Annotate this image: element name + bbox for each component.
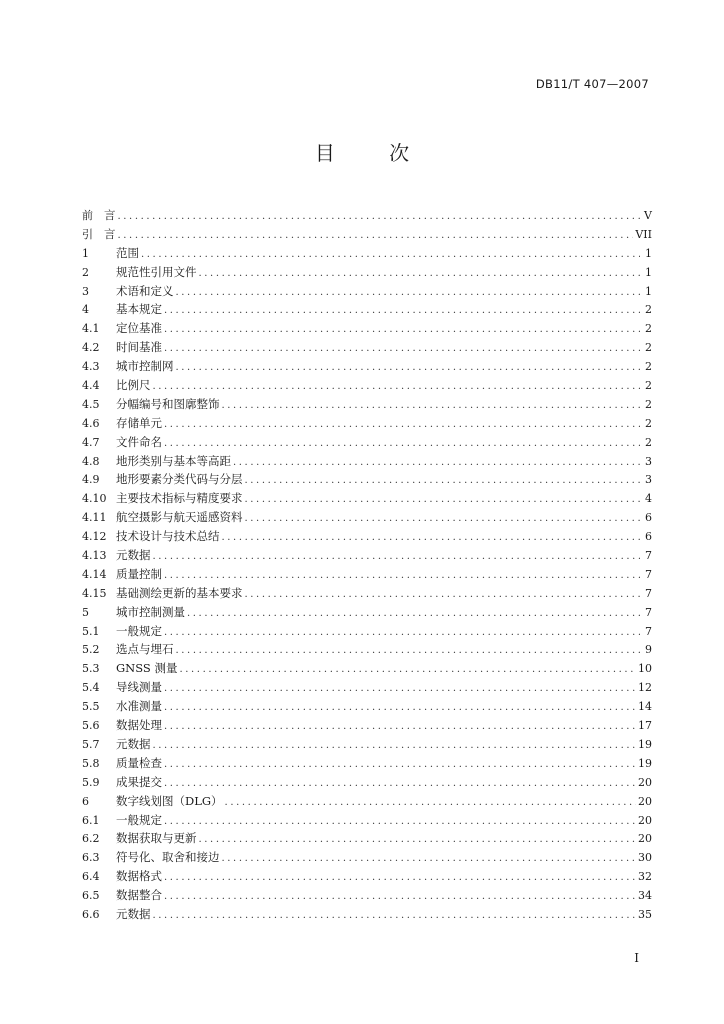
toc-entry-number: 3: [82, 284, 89, 298]
toc-entry-title: 基础测绘更新的基本要求: [116, 585, 243, 600]
toc-entry: [82, 735, 652, 754]
toc-leader-dots: [164, 775, 636, 794]
toc-entry-number: 引: [82, 227, 93, 241]
toc-entry-title: GNSS 测量: [116, 661, 178, 676]
toc-entry-title: 时间基准: [116, 340, 162, 355]
toc-entry: [82, 584, 652, 603]
toc-entry-number: 4.5: [82, 397, 100, 411]
toc-entry-number: 4: [82, 303, 89, 317]
toc-leader-dots: [164, 302, 640, 321]
toc-entry-number: 4.12: [82, 530, 107, 544]
toc-entry: [82, 792, 652, 811]
toc-entry-number: 4.7: [82, 435, 100, 449]
toc-leader-dots: [164, 813, 636, 832]
toc-entry-title: 地形要素分类代码与分层: [116, 472, 243, 487]
toc-entry-page: 2: [645, 435, 652, 449]
toc-entry: [82, 300, 652, 319]
toc-entry-title: 元数据: [116, 548, 151, 563]
toc-entry-title: 言: [104, 226, 116, 241]
toc-entry: [82, 244, 652, 263]
toc-entry-number: 4.2: [82, 341, 100, 355]
toc-entry-title: 数据处理: [116, 718, 162, 733]
toc-entry-number: 5.6: [82, 719, 100, 733]
toc-leader-dots: [222, 850, 637, 869]
toc-leader-dots: [118, 227, 634, 246]
toc-entry-title: 言: [104, 208, 116, 222]
toc-entry-title: 范围: [116, 245, 139, 260]
toc-entry-page: 2: [645, 360, 652, 374]
toc-entry-page: 19: [638, 737, 652, 751]
toc-leader-dots: [164, 435, 640, 454]
toc-entry-number: 6.4: [82, 870, 100, 884]
toc-entry-title: 一般规定: [116, 623, 162, 638]
toc-entry-title: 城市控制网: [116, 359, 174, 374]
toc-entry: [82, 376, 652, 395]
toc-entry: [82, 697, 652, 716]
toc-entry-page: 20: [638, 832, 652, 846]
toc-leader-dots: [164, 416, 640, 435]
toc-entry-number: 5.5: [82, 700, 100, 714]
toc-entry: [82, 640, 652, 659]
toc-leader-dots: [245, 586, 641, 605]
toc-entry: [82, 395, 652, 414]
toc-entry-number: 1: [82, 246, 89, 260]
toc-entry-page: 20: [638, 813, 652, 827]
toc-leader-dots: [179, 661, 636, 680]
toc-entry: [82, 886, 652, 905]
toc-entry-page: 2: [645, 303, 652, 317]
toc-entry-page: 2: [645, 322, 652, 336]
toc-leader-dots: [164, 888, 636, 907]
toc-leader-dots: [164, 869, 636, 888]
toc-entry-title: 数据整合: [116, 888, 162, 903]
toc-entry-number: 5.2: [82, 643, 100, 657]
toc-leader-dots: [153, 548, 641, 567]
toc-entry-title: 定位基准: [116, 321, 162, 336]
toc-entry: [82, 357, 652, 376]
toc-leader-dots: [164, 624, 640, 643]
toc-entry-page: 20: [638, 794, 652, 808]
toc-entry: [82, 565, 652, 584]
toc-entry-page: 32: [638, 870, 652, 884]
toc-entry-page: 3: [645, 473, 652, 487]
toc-entry: [82, 546, 652, 565]
toc-entry-title: 水准测量: [116, 699, 162, 714]
toc-entry: [82, 716, 652, 735]
toc-entry-title: 符号化、取舍和接边: [116, 850, 220, 865]
toc-entry: [82, 282, 652, 301]
toc-entry: [82, 225, 652, 244]
toc-entry-page: 2: [645, 341, 652, 355]
toc-entry-number: 5.7: [82, 737, 100, 751]
toc-entry-number: 前: [82, 209, 93, 222]
toc-entry-page: 1: [645, 246, 652, 260]
toc-entry-page: 1: [645, 284, 652, 298]
toc-entry-title: 数据获取与更新: [116, 831, 197, 846]
toc-entry-page: 12: [638, 681, 652, 695]
toc-entry-number: 5.1: [82, 624, 100, 638]
toc-entry-title: 基本规定: [116, 302, 162, 317]
toc-entry-page: VII: [635, 227, 652, 241]
toc-entry-number: 4.9: [82, 473, 100, 487]
toc-entry-title: 选点与埋石: [116, 642, 174, 657]
toc-entry-page: 6: [645, 530, 652, 544]
toc-entry-page: 2: [645, 397, 652, 411]
toc-leader-dots: [153, 907, 637, 926]
toc-leader-dots: [118, 208, 641, 227]
toc-entry-number: 4.1: [82, 322, 100, 336]
toc-entry-page: 14: [638, 700, 652, 714]
toc-entry-page: 3: [645, 454, 652, 468]
toc-leader-dots: [222, 397, 641, 416]
toc-entry-number: 2: [82, 265, 89, 279]
toc-leader-dots: [141, 246, 640, 265]
toc-entry-title: 术语和定义: [116, 283, 174, 298]
toc-leader-dots: [164, 680, 636, 699]
toc-entry: [82, 811, 652, 830]
toc-entry: [82, 470, 652, 489]
toc-entry-page: 30: [638, 851, 652, 865]
toc-entry-page: 7: [645, 586, 652, 600]
toc-entry-page: 2: [645, 379, 652, 393]
toc-leader-dots: [153, 737, 637, 756]
toc-entry-number: 5.9: [82, 775, 100, 789]
toc-leader-dots: [153, 378, 641, 397]
toc-entry-title: 航空摄影与航天遥感资料: [116, 510, 243, 525]
toc-entry-number: 5: [82, 605, 89, 619]
toc-entry-title: 成果提交: [116, 774, 162, 789]
toc-entry-number: 4.6: [82, 416, 100, 430]
toc-entry: [82, 263, 652, 282]
toc-entry-page: 1: [645, 265, 652, 279]
toc-leader-dots: [176, 642, 641, 661]
toc-entry: [82, 433, 652, 452]
toc-entry-number: 5.8: [82, 756, 100, 770]
toc-entry-title: 导线测量: [116, 680, 162, 695]
toc-leader-dots: [176, 284, 641, 303]
toc-leader-dots: [199, 831, 637, 850]
toc-entry-title: 质量控制: [116, 566, 162, 581]
toc-entry-number: 4.13: [82, 549, 107, 563]
toc-entry-number: 5.3: [82, 662, 100, 676]
toc-leader-dots: [176, 359, 641, 378]
toc-entry-title: 数据格式: [116, 869, 162, 884]
toc-entry: [82, 206, 652, 225]
toc-leader-dots: [225, 794, 636, 813]
document-code: DB11/T 407—2007: [535, 77, 649, 91]
toc-entry-title: 分幅编号和图廓整饰: [116, 396, 220, 411]
toc-entry: [82, 452, 652, 471]
toc-entry: [82, 773, 652, 792]
toc-entry-title: 规范性引用文件: [116, 264, 197, 279]
toc-entry: [82, 678, 652, 697]
page-title: 目 次: [314, 141, 434, 165]
toc-entry-number: 6.1: [82, 813, 100, 827]
toc-entry-number: 4.11: [82, 511, 107, 525]
toc-entry-page: 19: [638, 756, 652, 770]
toc-entry-number: 6.3: [82, 851, 100, 865]
toc-leader-dots: [245, 491, 641, 510]
toc-entry-number: 6.5: [82, 889, 100, 903]
toc-entry-title: 技术设计与技术总结: [116, 529, 220, 544]
toc-entry-page: 7: [645, 549, 652, 563]
toc-entry: [82, 754, 652, 773]
toc-leader-dots: [245, 510, 641, 529]
toc-leader-dots: [187, 605, 640, 624]
toc-entry-title: 元数据: [116, 736, 151, 751]
toc-entry-page: 10: [638, 662, 652, 676]
toc-entry: [82, 489, 652, 508]
toc-leader-dots: [233, 454, 640, 473]
toc-entry-page: 7: [645, 605, 652, 619]
toc-entry: [82, 338, 652, 357]
toc-entry-page: 20: [638, 775, 652, 789]
toc-entry-number: 6.6: [82, 907, 100, 921]
toc-leader-dots: [164, 321, 640, 340]
toc-entry-title: 存储单元: [116, 415, 162, 430]
page-number: I: [634, 951, 639, 965]
toc-entry: [82, 905, 652, 924]
toc-entry-number: 6: [82, 794, 89, 808]
toc-entry-title: 地形类别与基本等高距: [116, 453, 231, 468]
toc-entry-page: 9: [645, 643, 652, 657]
toc-entry-title: 一般规定: [116, 812, 162, 827]
toc-entry-page: 6: [645, 511, 652, 525]
toc-entry-page: 7: [645, 567, 652, 581]
toc-leader-dots: [199, 265, 641, 284]
toc-entry-title: 文件命名: [116, 434, 162, 449]
toc-entry-page: 7: [645, 624, 652, 638]
toc-entry-number: 4.8: [82, 454, 100, 468]
toc-entry: [82, 848, 652, 867]
toc-entry-title: 主要技术指标与精度要求: [116, 491, 243, 506]
toc-entry: [82, 414, 652, 433]
toc-entry-page: 4: [645, 492, 652, 506]
toc-entry-page: 34: [638, 889, 652, 903]
toc-entry: [82, 508, 652, 527]
toc-entry-title: 比例尺: [116, 378, 151, 393]
toc-entry-number: 4.3: [82, 360, 100, 374]
toc-leader-dots: [164, 340, 640, 359]
toc-entry: [82, 622, 652, 641]
toc-entry-page: 17: [638, 719, 652, 733]
toc-entry: [82, 829, 652, 848]
toc-entry: [82, 319, 652, 338]
toc-entry-page: V: [644, 209, 652, 222]
toc-entry: [82, 603, 652, 622]
toc-leader-dots: [164, 718, 636, 737]
toc-leader-dots: [164, 699, 636, 718]
toc-entry-page: 2: [645, 416, 652, 430]
toc-entry-number: 4.10: [82, 492, 107, 506]
toc-entry-page: 35: [638, 907, 652, 921]
toc-entry: [82, 867, 652, 886]
toc-leader-dots: [245, 472, 641, 491]
toc-entry: [82, 659, 652, 678]
toc-entry-number: 4.14: [82, 567, 107, 581]
toc-entry: [82, 527, 652, 546]
toc-entry-title: 数字线划图（DLG）: [116, 793, 223, 808]
toc-entry-number: 5.4: [82, 681, 100, 695]
toc-entry-title: 元数据: [116, 906, 151, 921]
toc-entry-number: 4.15: [82, 586, 107, 600]
toc-entry-title: 城市控制测量: [116, 604, 185, 619]
toc-leader-dots: [222, 529, 641, 548]
toc-leader-dots: [164, 756, 636, 775]
toc-entry-number: 6.2: [82, 832, 100, 846]
toc-entry-number: 4.4: [82, 379, 100, 393]
table-of-contents: [82, 206, 652, 924]
toc-entry-title: 质量检查: [116, 755, 162, 770]
